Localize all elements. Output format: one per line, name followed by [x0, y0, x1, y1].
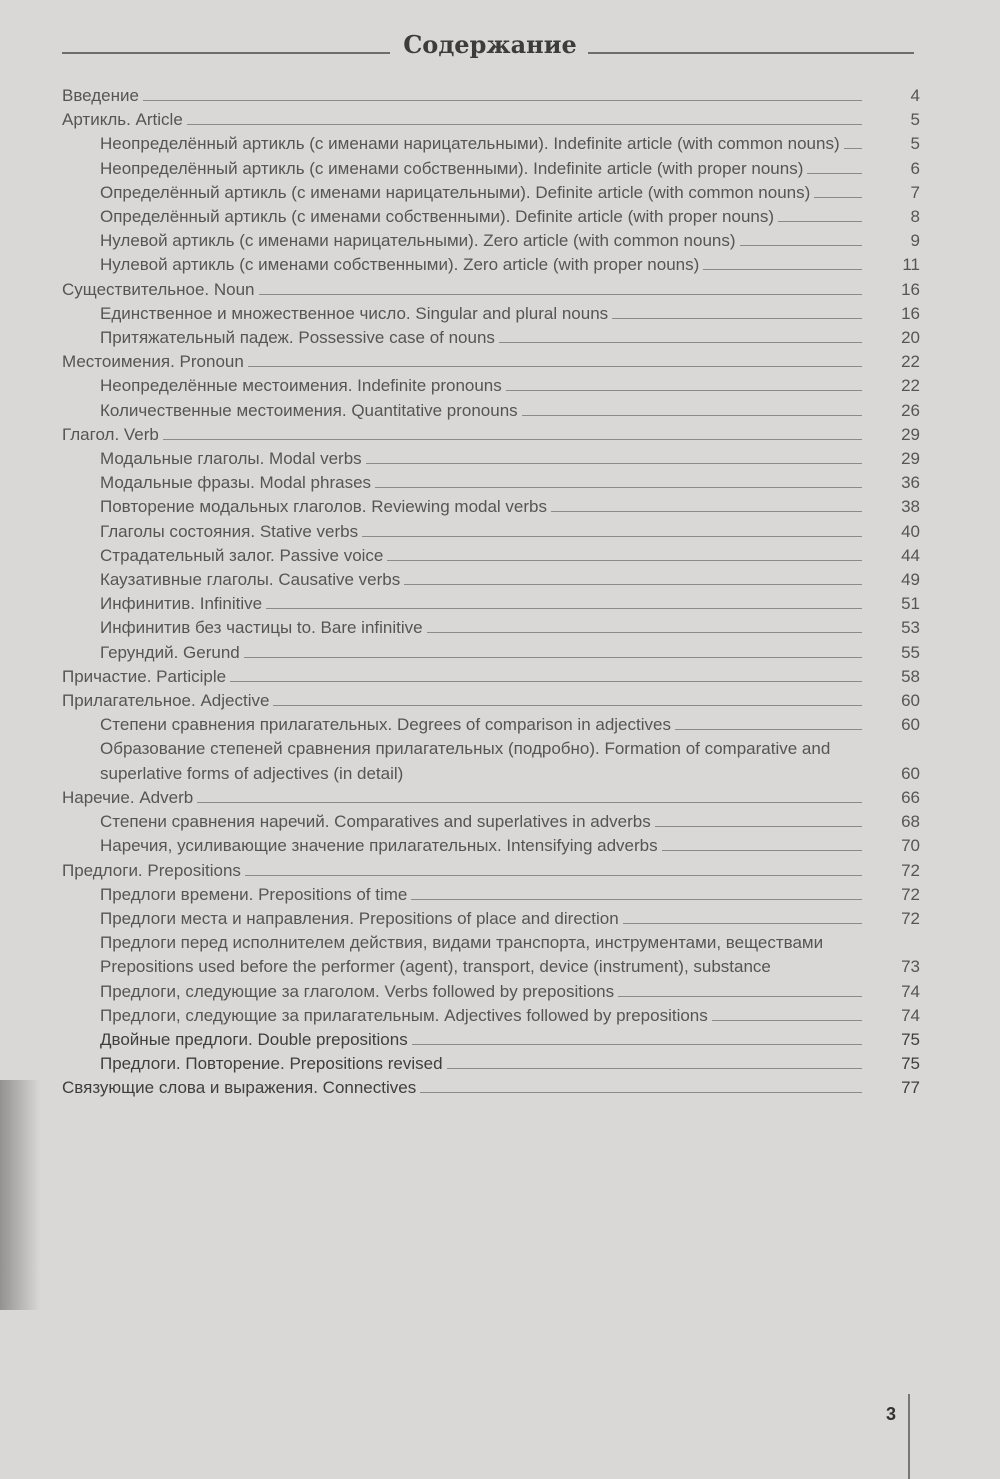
dot-leader — [248, 351, 862, 367]
toc-entry-text: Модальные фразы. Modal phrases — [100, 473, 372, 493]
header-rule-right — [588, 52, 914, 54]
toc-entry-text: Предлоги, следующие за глаголом. Verbs followed by prepositions — [100, 981, 615, 1001]
toc-page-number: 53 — [901, 618, 920, 638]
toc-entry-line — [62, 859, 862, 883]
toc-section-entry — [62, 205, 920, 229]
toc-section-entry — [62, 568, 920, 592]
toc-entry-title — [100, 713, 920, 737]
toc-entry-title — [100, 834, 920, 858]
toc-entry-text: Связующие слова и выражения. Connectives — [62, 1078, 417, 1098]
toc-page-number: 16 — [901, 303, 920, 323]
toc-chapter-entry — [62, 84, 920, 108]
toc-entry-text: Образование степеней сравнения прилагательных (подробно). Formation of comparative and superlative forms of adjectives (in detail) — [100, 739, 831, 783]
toc-page-number: 22 — [901, 352, 920, 372]
dot-leader — [366, 448, 862, 464]
toc-entry-title — [100, 447, 920, 471]
toc-entry-text: Предлоги перед исполнителем действия, видами транспорта, инструментами, веществами Prepositions used before the performer (agent), transport, device (instrument), substance — [100, 933, 824, 977]
toc-entry-text: Артикль. Article — [62, 110, 183, 130]
toc-entry-text: Предлоги. Prepositions — [62, 860, 241, 880]
page-number: 3 — [886, 1404, 897, 1424]
toc-page-number: 4 — [910, 86, 920, 105]
toc-page-number: 6 — [910, 158, 920, 178]
dot-leader — [814, 182, 862, 198]
dot-leader — [712, 1005, 862, 1021]
toc-entry-line — [100, 471, 862, 495]
toc-entry-text: Глаголы состояния. Stative verbs — [100, 521, 359, 541]
toc-page-number: 58 — [901, 666, 920, 686]
toc-entry-line — [62, 689, 862, 713]
toc-page-number: 20 — [901, 328, 920, 348]
toc-entry-line — [100, 374, 862, 398]
toc-chapter-entry — [62, 1076, 920, 1100]
toc-entry-text: Двойные предлоги. Double prepositions — [100, 1029, 408, 1049]
toc-entry-title — [100, 568, 920, 592]
toc-entry-line — [62, 350, 862, 374]
toc-page-number: 74 — [901, 981, 920, 1001]
toc-entry-title — [100, 229, 920, 253]
toc-entry-text: Неопределённый артикль (с именами нарицательными). Indefinite article (with common nouns) — [100, 134, 840, 154]
toc-entry-title — [100, 592, 920, 616]
toc-entry-text: Причастие. Participle — [62, 666, 227, 686]
toc-page-number: 44 — [901, 545, 920, 565]
dot-leader — [675, 714, 862, 730]
toc-entry-title — [100, 616, 920, 640]
toc-entry-line — [62, 665, 862, 689]
toc-section-entry — [62, 713, 920, 737]
toc-entry-line — [100, 205, 862, 229]
toc-page-number: 16 — [901, 279, 920, 299]
toc-entry-line — [100, 229, 862, 253]
toc-page-number: 11 — [902, 255, 920, 275]
toc-entry-line — [100, 641, 862, 665]
toc-entry-title — [62, 423, 920, 447]
dot-leader — [844, 133, 862, 149]
toc-section-entry — [62, 447, 920, 471]
toc-entry-text: Предлоги. Повторение. Prepositions revised — [100, 1054, 443, 1074]
toc-entry-text: Инфинитив. Infinitive — [100, 594, 263, 614]
toc-page-number: 60 — [901, 763, 920, 783]
toc-entry-line — [62, 786, 862, 810]
toc-chapter-entry — [62, 786, 920, 810]
toc-entry-text: Предлоги, следующие за прилагательным. Adjectives followed by prepositions — [100, 1005, 708, 1025]
toc-entry-text: Наречия, усиливающие значение прилагательных. Intensifying adverbs — [100, 836, 658, 856]
binding-shadow — [0, 1080, 40, 1310]
dot-leader — [447, 1053, 862, 1069]
toc-entry-title — [62, 278, 920, 302]
toc-entry-title — [62, 859, 920, 883]
dot-leader — [778, 206, 862, 222]
toc-page-number: 29 — [901, 449, 920, 469]
toc-entry-line — [100, 253, 862, 277]
toc-page-number: 72 — [901, 908, 920, 928]
toc-section-entry — [62, 1052, 920, 1076]
toc-entry-line — [100, 495, 862, 519]
dot-leader — [623, 908, 862, 924]
toc-page-number: 70 — [901, 836, 920, 856]
toc-entry-line — [100, 1004, 862, 1028]
toc-entry-text: Каузативные глаголы. Causative verbs — [100, 570, 401, 590]
dot-leader — [427, 617, 862, 633]
toc-entry-line — [100, 713, 862, 737]
toc-entry-title — [62, 84, 920, 108]
toc-page-number: 75 — [901, 1029, 920, 1049]
toc-entry-line — [100, 568, 862, 592]
toc-section-entry — [62, 1028, 920, 1052]
toc-entry-line — [62, 1076, 862, 1100]
dot-leader — [807, 158, 862, 174]
dot-leader — [551, 496, 862, 512]
toc-section-entry — [62, 641, 920, 665]
toc-entry-line — [100, 399, 862, 423]
toc-page-number: 49 — [901, 570, 920, 590]
toc-entry-title — [100, 883, 920, 907]
toc-entry-text: Неопределённые местоимения. Indefinite pronouns — [100, 376, 502, 396]
toc-entry-title — [100, 544, 920, 568]
toc-page-number: 60 — [901, 715, 920, 735]
toc-entry-title — [100, 157, 920, 181]
page-title: Содержание — [403, 30, 577, 59]
toc-entry-text: Глагол. Verb — [62, 424, 159, 444]
toc-entry-text: Существительное. Noun — [62, 279, 255, 299]
toc-entry-line — [62, 84, 862, 108]
toc-entry-title — [100, 399, 920, 423]
toc-section-entry — [62, 253, 920, 277]
toc-chapter-entry — [62, 665, 920, 689]
toc-entry-title — [62, 108, 920, 132]
dot-leader — [618, 981, 862, 997]
header-rule-left — [62, 52, 390, 54]
toc-entry-line — [100, 883, 862, 907]
toc-chapter-entry — [62, 278, 920, 302]
toc-entry-line — [100, 132, 862, 156]
toc-page-number: 60 — [901, 691, 920, 711]
dot-leader — [187, 109, 862, 125]
dot-leader — [375, 472, 862, 488]
toc-section-entry — [62, 931, 920, 979]
toc-page-number: 7 — [910, 182, 920, 202]
toc-page-number: 29 — [901, 424, 920, 444]
folio-rule — [908, 1394, 910, 1479]
toc-entry-title — [100, 205, 920, 229]
dot-leader — [655, 811, 862, 827]
toc-chapter-entry — [62, 350, 920, 374]
dot-leader — [703, 254, 862, 270]
toc-page-number: 72 — [901, 884, 920, 904]
dot-leader — [197, 787, 862, 803]
toc-entry-line — [100, 1052, 862, 1076]
toc-entry-line — [100, 737, 862, 785]
toc-page-number: 5 — [910, 110, 920, 130]
toc-entry-text: Герундий. Gerund — [100, 642, 240, 662]
toc-entry-title — [100, 907, 920, 931]
toc-page-number: 8 — [910, 207, 920, 227]
toc-page-number: 38 — [901, 497, 920, 517]
dot-leader — [362, 521, 862, 537]
toc-section-entry — [62, 181, 920, 205]
toc-entry-text: Введение — [62, 86, 139, 105]
dot-leader — [412, 1029, 862, 1045]
toc-page-number: 72 — [901, 860, 920, 880]
toc-entry-line — [100, 302, 862, 326]
toc-entry-title — [62, 1076, 920, 1100]
toc-entry-text: Предлоги места и направления. Prepositions of place and direction — [100, 908, 619, 928]
dot-leader — [244, 642, 862, 658]
toc-entry-line — [100, 181, 862, 205]
toc-entry-text: Нулевой артикль (с именами собственными). Zero article (with proper nouns) — [100, 255, 700, 275]
toc-section-entry — [62, 616, 920, 640]
dot-leader — [163, 424, 862, 440]
toc-entry-line — [100, 616, 862, 640]
dot-leader — [266, 593, 862, 609]
toc-entry-line — [100, 447, 862, 471]
toc-page-number: 73 — [901, 957, 920, 977]
toc-entry-text: Страдательный залог. Passive voice — [100, 545, 384, 565]
toc-section-entry — [62, 834, 920, 858]
toc-entry-title — [100, 641, 920, 665]
toc-entry-line — [62, 108, 862, 132]
toc-entry-line — [100, 157, 862, 181]
toc-entry-title — [100, 253, 920, 277]
toc-entry-title — [100, 810, 920, 834]
toc-section-entry — [62, 544, 920, 568]
toc-entry-title — [100, 931, 920, 979]
toc-entry-line — [100, 520, 862, 544]
toc-page-number: 51 — [901, 594, 920, 614]
toc-entry-text: Определённый артикль (с именами собственными). Definite article (with proper nouns) — [100, 207, 775, 227]
toc-entry-title — [100, 374, 920, 398]
toc-entry-title — [100, 1028, 920, 1052]
toc-section-entry — [62, 374, 920, 398]
toc-page-number: 36 — [901, 473, 920, 493]
toc-entry-text: Наречие. Adverb — [62, 787, 194, 807]
toc-entry-line — [100, 544, 862, 568]
toc-entry-line — [100, 1028, 862, 1052]
toc-page-number: 40 — [901, 521, 920, 541]
toc-entry-text: Повторение модальных глаголов. Reviewing modal verbs — [100, 497, 547, 517]
toc-entry-text: Прилагательное. Adjective — [62, 691, 270, 711]
toc-entry-title — [100, 302, 920, 326]
toc-entry-title — [100, 471, 920, 495]
toc-section-entry — [62, 495, 920, 519]
toc-entry-title — [100, 181, 920, 205]
toc-entry-text: Инфинитив без частицы to. Bare infinitive — [100, 618, 423, 638]
toc-entry-title — [62, 350, 920, 374]
toc-entry-title — [62, 665, 920, 689]
toc-chapter-entry — [62, 108, 920, 132]
contents-header — [62, 30, 914, 70]
toc-chapter-entry — [62, 689, 920, 713]
toc-page-number: 55 — [901, 642, 920, 662]
toc-page-number: 66 — [901, 787, 920, 807]
toc-chapter-entry — [62, 859, 920, 883]
toc-entry-line — [62, 278, 862, 302]
toc-section-entry — [62, 229, 920, 253]
toc-entry-text: Степени сравнения наречий. Comparatives and superlatives in adverbs — [100, 812, 651, 832]
toc-section-entry — [62, 132, 920, 156]
toc-entry-line — [100, 810, 862, 834]
dot-leader — [404, 569, 862, 585]
toc-entry-text: Предлоги времени. Prepositions of time — [100, 884, 408, 904]
toc-section-entry — [62, 520, 920, 544]
toc-entry-text: Определённый артикль (с именами нарицательными). Definite article (with common nouns) — [100, 182, 811, 202]
toc-entry-text: Неопределённый артикль (с именами собственными). Indefinite article (with proper nouns) — [100, 158, 804, 178]
toc-entry-line — [100, 592, 862, 616]
toc-entry-text: Количественные местоимения. Quantitative pronouns — [100, 400, 518, 420]
toc-entry-text: Местоимения. Pronoun — [62, 352, 244, 372]
dot-leader — [411, 884, 862, 900]
toc-entry-line — [100, 931, 862, 979]
dot-leader — [230, 666, 862, 682]
toc-section-entry — [62, 737, 920, 785]
toc-entry-line — [100, 326, 862, 350]
toc-page-number: 26 — [901, 400, 920, 420]
toc-section-entry — [62, 810, 920, 834]
toc-entry-line — [100, 980, 862, 1004]
toc-entry-title — [100, 980, 920, 1004]
dot-leader — [420, 1077, 862, 1093]
toc-entry-title — [100, 495, 920, 519]
dot-leader — [612, 303, 862, 319]
toc-entry-text: Модальные глаголы. Modal verbs — [100, 449, 362, 469]
toc-page-number: 77 — [901, 1078, 920, 1098]
toc-section-entry — [62, 157, 920, 181]
toc-page-number: 75 — [901, 1054, 920, 1074]
toc-section-entry — [62, 980, 920, 1004]
toc-page-number: 74 — [901, 1005, 920, 1025]
toc-entry-title — [100, 520, 920, 544]
dot-leader — [245, 860, 862, 876]
toc-page-number: 68 — [901, 812, 920, 832]
toc-entry-text: Степени сравнения прилагательных. Degrees of comparison in adjectives — [100, 715, 671, 735]
dot-leader — [499, 327, 862, 343]
toc-entry-title — [100, 1052, 920, 1076]
dot-leader — [522, 400, 862, 416]
dot-leader — [273, 690, 862, 706]
dot-leader — [740, 230, 862, 246]
toc-page-number: 22 — [901, 376, 920, 396]
toc-section-entry — [62, 326, 920, 350]
toc-entry-text: Притяжательный падеж. Possessive case of nouns — [100, 328, 495, 348]
toc-entry-title — [62, 689, 920, 713]
dot-leader — [662, 835, 862, 851]
toc-entry-title — [100, 132, 920, 156]
dot-leader — [259, 279, 863, 295]
toc-page-number: 9 — [910, 231, 920, 251]
dot-leader — [143, 85, 862, 101]
toc-chapter-entry — [62, 423, 920, 447]
dot-leader — [506, 375, 862, 391]
toc-entry-text: Единственное и множественное число. Singular and plural nouns — [100, 303, 609, 323]
toc-entry-title — [100, 326, 920, 350]
toc-section-entry — [62, 883, 920, 907]
toc-entry-title — [100, 1004, 920, 1028]
toc-entry-line — [100, 834, 862, 858]
toc-entry-text: Нулевой артикль (с именами нарицательными). Zero article (with common nouns) — [100, 231, 736, 251]
toc-section-entry — [62, 1004, 920, 1028]
toc-entry-title — [62, 786, 920, 810]
toc-entry-title — [100, 737, 920, 785]
toc-section-entry — [62, 302, 920, 326]
toc-section-entry — [62, 399, 920, 423]
toc-section-entry — [62, 907, 920, 931]
toc-section-entry — [62, 471, 920, 495]
dot-leader — [387, 545, 862, 561]
toc-entry-line — [100, 907, 862, 931]
toc-page-number: 5 — [910, 134, 920, 154]
table-of-contents — [62, 84, 920, 1101]
toc-section-entry — [62, 592, 920, 616]
toc-entry-line — [62, 423, 862, 447]
